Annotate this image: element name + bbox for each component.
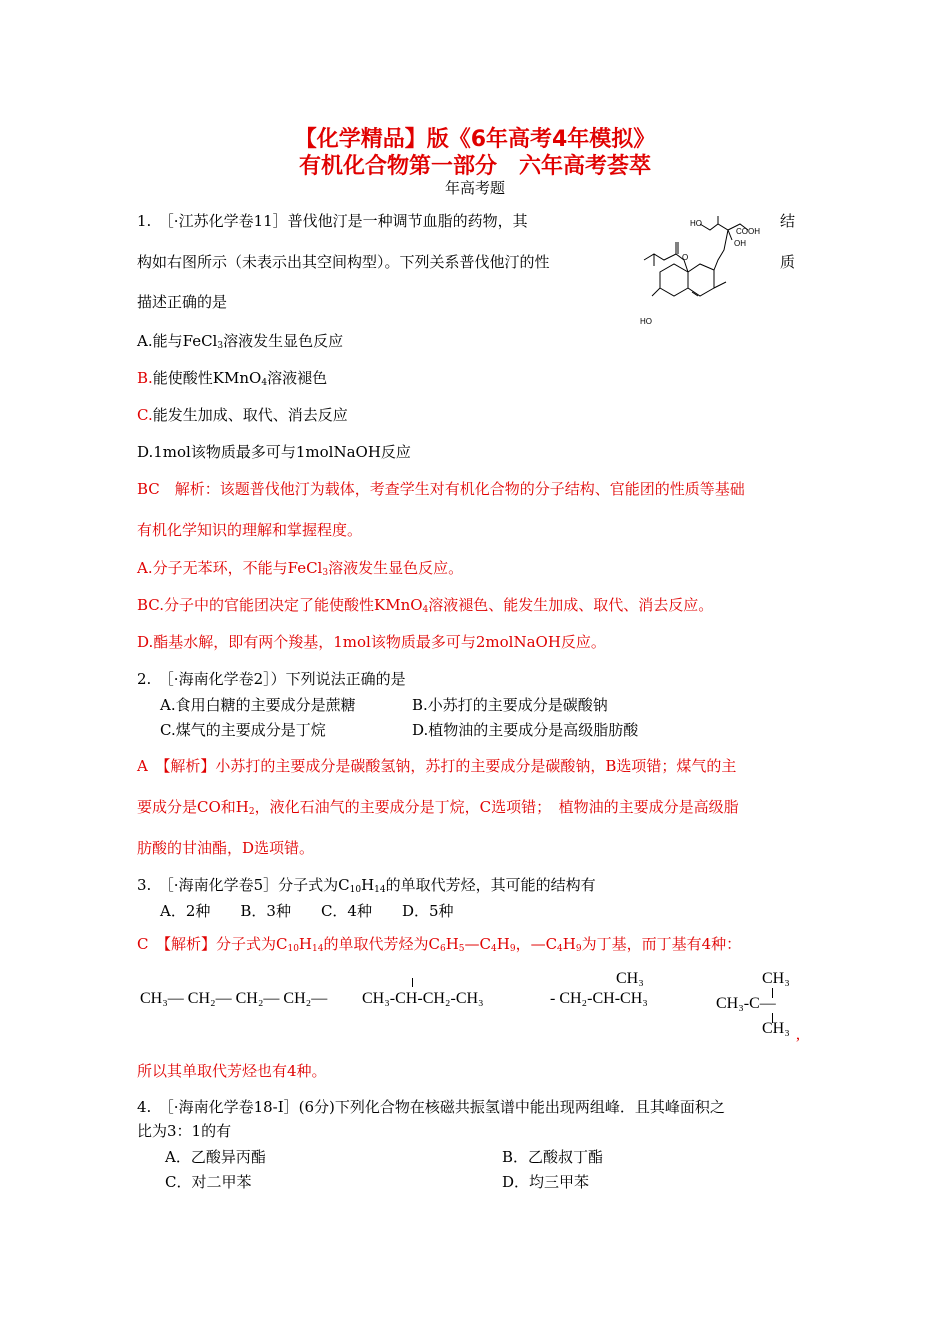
ester-o-label: O [682, 253, 689, 262]
butyl-structure-1: CH₃— CH₂— CH₂— CH₂— [140, 990, 328, 1007]
butyl-structure-4-top: CH₃ [762, 970, 790, 987]
page-subtitle: 有机化合物第一部分 六年高考荟萃 [298, 154, 651, 179]
q3-options: A．2种 B．3种 C．4种 D．5种 [160, 902, 454, 920]
butyl-structure-4: CH₃-C— [716, 995, 776, 1012]
q1-answer-bc: BC.分子中的官能团决定了能使酸性KMnO$_4$溶液褪色、能发生加成、取代、消去反应。 [137, 596, 714, 615]
q4-option-b: B．乙酸叔丁酯 [502, 1148, 604, 1166]
q1-option-a: A.能与FeCl$_3$溶液发生显色反应 [137, 332, 344, 351]
q4-option-a: A．乙酸异丙酯 [165, 1148, 266, 1166]
q1-stem-line3: 描述正确的是 [137, 293, 228, 311]
q1-option-d: D.1mol该物质最多可与1molNaOH反应 [137, 443, 411, 461]
q1-option-b: B.能使酸性KMnO$_4$溶液褪色 [137, 369, 328, 388]
pravastatin-structure-figure [640, 212, 770, 330]
q4-stem-line1: 4. ［·海南化学卷18-I］(6分)下列化合物在核磁共振氢谱中能出现两组峰．且其峰面积之 [137, 1098, 725, 1116]
ho-top-label: HO [690, 219, 702, 228]
q2-option-d: D.植物油的主要成分是高级脂肪酸 [412, 721, 639, 739]
oh-label: OH [734, 239, 746, 248]
q3-stem: 3. ［·海南化学卷5］分子式为$C_{10}H_{14}$的单取代芳烃，其可能的结构有 [137, 876, 596, 895]
q2-answer-line3: 肪酸的甘油酯，D选项错。 [137, 839, 315, 857]
q1-option-c: C.能发生加成、取代、消去反应 [137, 406, 348, 424]
q2-option-a: A.食用白糖的主要成分是蔗糖 [160, 696, 356, 714]
q2-answer-line2: 要成分是CO和$H_2$，液化石油气的主要成分是丁烷，C选项错； 植物油的主要成分是高级脂 [137, 798, 739, 817]
cooh-label: COOH [736, 227, 760, 236]
q2-answer-line1: A 【解析】小苏打的主要成分是碳酸氢钠，苏打的主要成分是碳酸钠，B选项错；煤气的主 [137, 757, 737, 775]
q1-stem-line2: 构如右图所示（未表示出其空间构型）。下列关系普伐他汀的性 [137, 253, 550, 271]
butyl-structure-3-branch: CH₃ [616, 970, 644, 987]
q1-answer-d: D.酯基水解，即有两个羧基，1mol该物质最多可与2molNaOH反应。 [137, 633, 606, 651]
q1-answer-a: A.分子无苯环，不能与FeCl$_3$溶液发生显色反应。 [137, 559, 464, 578]
section-heading: 年高考题 [444, 179, 505, 197]
ho-bottom-label: HO [640, 317, 652, 326]
q2-option-c: C.煤气的主要成分是丁烷 [160, 721, 326, 739]
structure-list-comma: , [796, 1026, 800, 1043]
q3-conclusion: 所以其单取代芳烃也有4种。 [137, 1062, 327, 1080]
butyl-structure-2-bond [412, 978, 413, 987]
q3-answer: C 【解析】分子式为$C_{10}H_{14}$的单取代芳烃为$C_6H_5—C_4H_9$，$—C_4H_9$为丁基，而丁基有4种： [137, 935, 742, 954]
q1-stem-line2-tail: 质 [780, 253, 796, 271]
q4-option-c: C．对二甲苯 [165, 1173, 252, 1191]
q4-option-d: D．均三甲苯 [502, 1173, 590, 1191]
butyl-structure-3: - CH₂-CH-CH₃ [550, 990, 648, 1007]
page-title: 【化学精品】版《6年高考4年模拟》 [294, 127, 656, 152]
q2-stem: 2. ［·海南化学卷2］）下列说法正确的是 [137, 670, 406, 688]
q1-stem-line1: 1. ［·江苏化学卷11］普伐他汀是一种调节血脂的药物，其 [137, 212, 528, 230]
q1-answer-line1: BC 解析：该题普伐他汀为载体，考查学生对有机化合物的分子结构、官能团的性质等基础 [137, 480, 745, 498]
q4-stem-line2: 比为3：1的有 [137, 1122, 232, 1140]
q1-stem-line1-tail: 结 [780, 212, 796, 230]
butyl-structure-2: CH₃-CH-CH₂-CH₃ [362, 990, 484, 1007]
q1-answer-line2: 有机化学知识的理解和掌握程度。 [137, 521, 363, 539]
q2-option-b: B.小苏打的主要成分是碳酸钠 [412, 696, 608, 714]
butyl-structure-4-bottom: CH₃ [762, 1020, 790, 1037]
